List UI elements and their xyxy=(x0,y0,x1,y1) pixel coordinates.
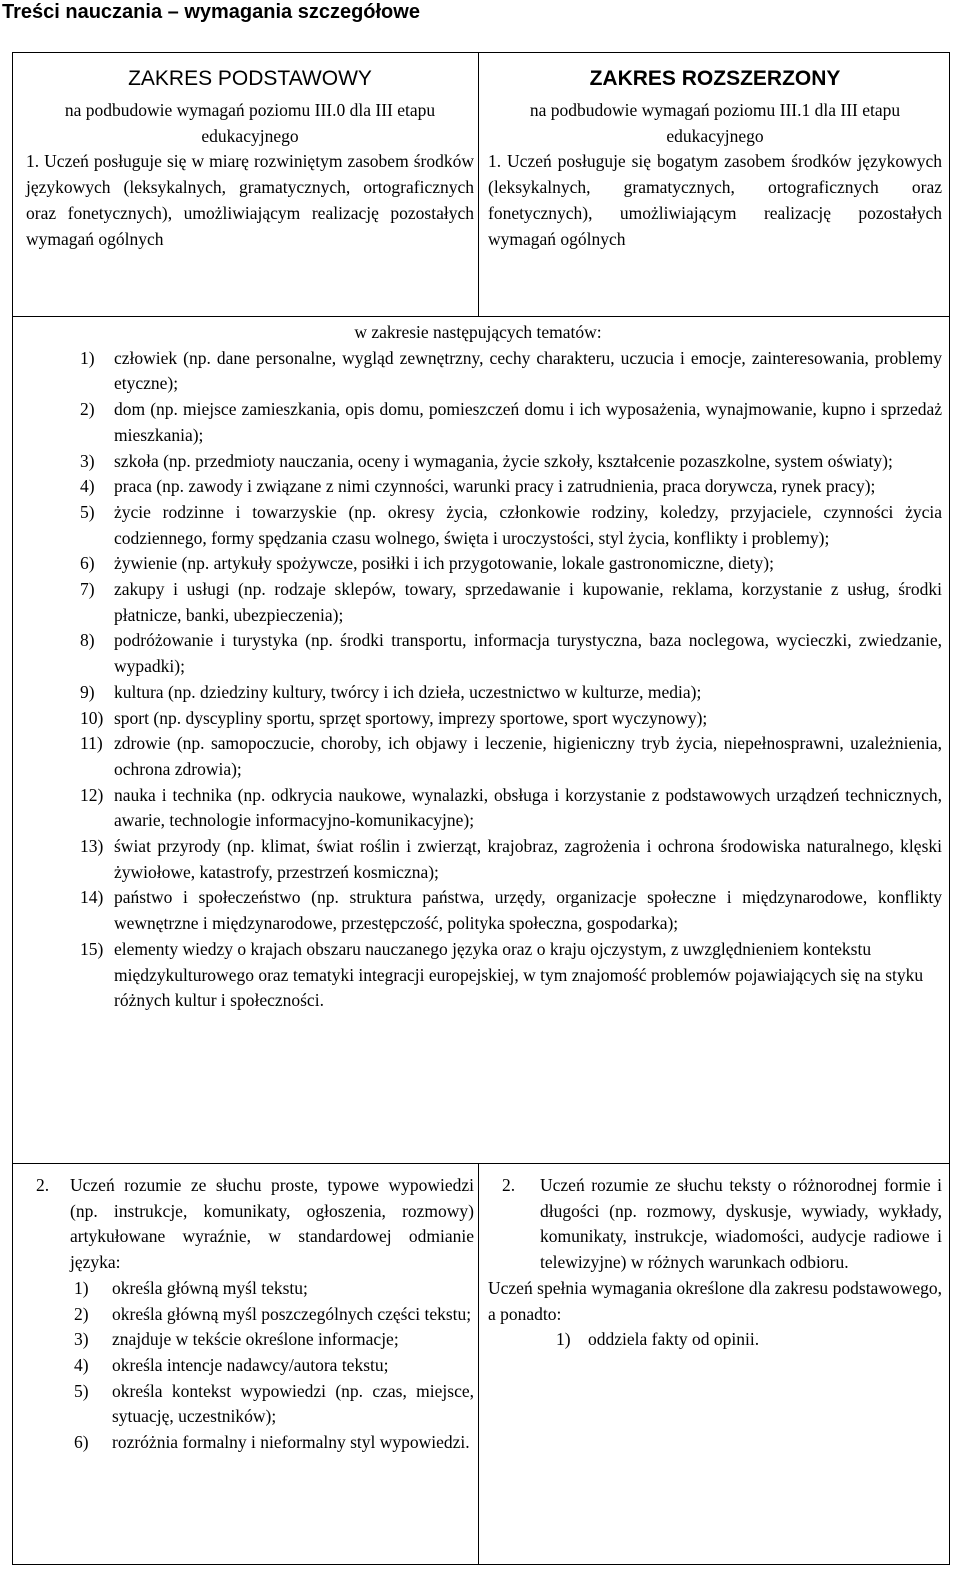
topic-item: 1) człowiek (np. dane personalne, wygląd zewnętrzny, cechy charakteru, uczucia i emocje, zainteresowania, problemy etyczne); xyxy=(80,347,942,394)
topic-item: 8) podróżowanie i turystyka (np. środki transportu, informacja turystyczna, baza noclegowa, wycieczki, zwiedzanie, wypadki); xyxy=(80,630,942,677)
extended-listening-list xyxy=(488,1327,942,1353)
basic-listening-item: 4) określa intencje nadawcy/autora tekstu; xyxy=(74,1354,389,1375)
extended-listening-item: 1) oddziela fakty od opinii. xyxy=(556,1329,760,1350)
page-title: Treści nauczania – wymagania szczegółowe xyxy=(2,1,420,23)
extended-requirement-1: 1. Uczeń posługuje się bogatym zasobem środków językowych (leksykalnych, gramatycznych, ortograficznych oraz fonetycznych), umożliwiającym realizację pozostałych wymagań ogólnych xyxy=(488,151,942,249)
basic-requirement-1: 1. Uczeń posługuje się w miarę rozwiniętym zasobem środków językowych (leksykalnych, gramatycznych, ortograficznych oraz fonetycznych), umożliwiającym realizację pozostałych wymagań ogólnych xyxy=(26,151,474,249)
extended-listening-cell xyxy=(488,1173,942,1353)
topic-item: 7) zakupy i usługi (np. rodzaje sklepów, towary, sprzedawanie i kupowanie, reklama, korzystanie z usług, środki płatnicze, banki, ubezpieczenia); xyxy=(80,579,942,625)
column-divider-bottom xyxy=(478,1163,479,1565)
basic-listening-item: 6) rozróżnia formalny i nieformalny styl wypowiedzi. xyxy=(74,1432,470,1453)
basic-listening-list xyxy=(72,1276,474,1456)
topic-item: 14) państwo i społeczeństwo (np. struktura państwa, urzędy, organizacje społeczne i międzynarodowe, konflikty wewnętrzne i międzynarodowe, przestępczość, polityka społeczna, gospodarka); xyxy=(80,887,942,934)
basic-listening-item: 2) określa główną myśl poszczególnych części tekstu; xyxy=(74,1303,472,1324)
topic-item: 5) życie rodzinne i towarzyskie (np. okresy życia, członkowie rodziny, koledzy, przyjaciele, czynności życia codziennego, formy spędzania czasu wolnego, święta i uroczystości, styl życia, konflikty i problemy); xyxy=(80,501,942,548)
topics-cell xyxy=(14,320,942,1014)
basic-listening-item: 5) określa kontekst wypowiedzi (np. czas, miejsce, sytuację, uczestników); xyxy=(74,1380,474,1427)
extended-listening-note: Uczeń spełnia wymagania określone dla zakresu podstawowego, a ponadto: xyxy=(488,1277,942,1324)
topic-item: 3) szkoła (np. przedmioty nauczania, oceny i wymagania, życie szkoły, kształcenie pozaszkolne, system oświaty); xyxy=(80,450,893,471)
topic-item: 12) nauka i technika (np. odkrycia naukowe, wynalazki, obsługa i korzystanie z podstawowych urządzeń technicznych, awarie, technologie informacyjno-komunikacyjne); xyxy=(80,784,942,831)
topics-list xyxy=(14,346,942,1014)
topic-item: 6) żywienie (np. artykuły spożywcze, posiłki i ich przygotowanie, lokale gastronomiczne, diety); xyxy=(80,553,774,574)
basic-listening-item: 3) znajduje w tekście określone informacje; xyxy=(74,1329,399,1350)
topic-item: 4) praca (np. zawody i związane z nimi czynności, warunki pracy i zatrudnienia, praca dorywcza, rynek pracy); xyxy=(80,476,876,497)
divider-top xyxy=(12,316,950,317)
extended-scope-cell xyxy=(488,64,942,252)
topic-item: 2) dom (np. miejsce zamieszkania, opis domu, pomieszczeń domu i ich wyposażenia, wynajmowanie, kupno i sprzedaż mieszkania); xyxy=(80,399,942,445)
extended-subheading: na podbudowie wymagań poziomu III.1 dla III etapu edukacyjnego xyxy=(529,100,901,146)
divider-bottom xyxy=(12,1163,950,1164)
topic-item: 11) zdrowie (np. samopoczucie, choroby, ich objawy i leczenie, higieniczny tryb życia, niepełnosprawni, uzależnienia, ochrona zdrowia); xyxy=(80,733,942,779)
topic-item: 10) sport (np. dyscypliny sportu, sprzęt sportowy, imprezy sportowe, sport wyczynowy); xyxy=(80,707,708,728)
basic-heading: ZAKRES PODSTAWOWY xyxy=(128,67,372,90)
basic-listening-intro: 2. Uczeń rozumie ze słuchu proste, typowe wypowiedzi (np. instrukcje, komunikaty, ogłoszenia, rozmowy) artykułowane wyraźnie, w standardowej odmianie języka: xyxy=(36,1175,474,1273)
basic-subheading: na podbudowie wymagań poziomu III.0 dla III etapu edukacyjnego xyxy=(64,100,436,146)
basic-scope-cell xyxy=(26,64,474,252)
topic-item: 15) elementy wiedzy o krajach obszaru nauczanego języka oraz o kraju ojczystym, z uwzględnieniem kontekstu międzykulturowego oraz tematyki integracji europejskiej, w tym znajomość problemów pojawiających się na styku różnych kultur i społeczności. xyxy=(80,938,924,1011)
topics-intro: w zakresie następujących tematów: xyxy=(354,322,602,342)
extended-heading: ZAKRES ROZSZERZONY xyxy=(589,67,841,90)
basic-listening-item: 1) określa główną myśl tekstu; xyxy=(74,1277,308,1298)
topic-item: 13) świat przyrody (np. klimat, świat roślin i zwierząt, krajobraz, zagrożenia i ochrona środowiska naturalnego, klęski żywiołowe, katastrofy, przestrzeń kosmiczna); xyxy=(80,836,942,882)
extended-listening-intro: 2. Uczeń rozumie ze słuchu teksty o różnorodnej formie i długości (np. rozmowy, dyskusje, wywiady, wykłady, komunikaty, instrukcje, wiadomości, audycje radiowe i telewizyjne) w różnych warunkach odbioru. xyxy=(502,1175,942,1273)
basic-listening-cell xyxy=(14,1173,474,1456)
column-divider-top xyxy=(478,52,479,316)
topic-item: 9) kultura (np. dziedziny kultury, twórcy i ich dzieła, uczestnictwo w kulturze, media); xyxy=(80,681,702,702)
